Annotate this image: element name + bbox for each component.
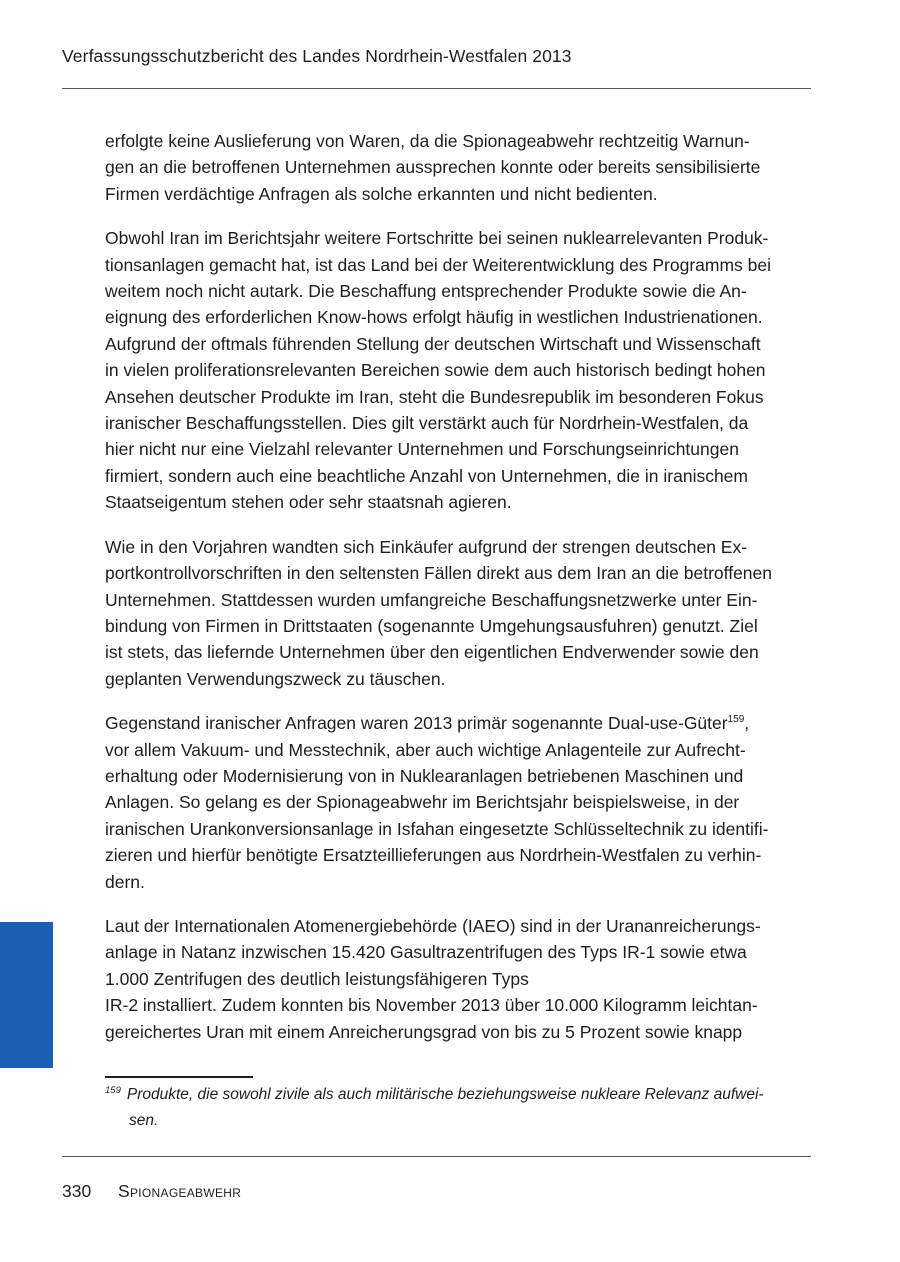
text-line: Staatseigentum stehen oder sehr staatsnah agieren. <box>105 492 512 513</box>
text-line: erfolgte keine Auslieferung von Waren, da die Spionageabwehr rechtzeitig Warnun- <box>105 131 750 151</box>
text-line: hier nicht nur eine Vielzahl relevanter Unternehmen und Forschungseinrichtungen <box>105 439 739 460</box>
paragraph-1 <box>105 128 811 207</box>
text-fragment: Gegenstand iranischer Anfragen waren 2013 primär sogenannte Dual-use-Güter <box>105 713 728 734</box>
paragraph-3 <box>105 534 811 692</box>
paragraph-5 <box>105 913 811 1045</box>
text-line: Ansehen deutscher Produkte im Iran, steht die Bundesrepublik im besonderen Fokus <box>105 386 764 407</box>
text-line: geplanten Verwendungszweck zu täuschen. <box>105 668 446 689</box>
footnote <box>105 1082 811 1134</box>
footer-divider <box>62 1156 811 1157</box>
page-number: 330 <box>62 1181 92 1201</box>
text-line: Firmen verdächtige Anfragen als solche erkannten und nicht bedienten. <box>105 183 658 204</box>
body-text <box>105 128 811 1063</box>
text-line: ist stets, das liefernde Unternehmen über den eigentlichen Endverwender sowie den <box>105 642 759 663</box>
text-line: Aufgrund der oftmals führenden Stellung der deutschen Wirtschaft und Wissenschaft <box>105 333 761 354</box>
text-line: bindung von Firmen in Drittstaaten (sogenannte Umgehungsausfuhren) genutzt. Ziel <box>105 615 758 636</box>
text-fragment: , <box>744 713 750 734</box>
footnote-line <box>105 1082 811 1108</box>
paragraph-2 <box>105 225 811 515</box>
text-line: iranischen Urankonversionsanlage in Isfahan eingesetzte Schlüsseltechnik zu identifi- <box>105 818 769 839</box>
text-line <box>105 710 811 736</box>
text-line: gen an die betroffenen Unternehmen aussprechen konnte oder bereits sensibilisierte <box>105 157 761 178</box>
footnote-mark: 159 <box>105 1084 121 1096</box>
text-line: zieren und hierfür benötigte Ersatzteillieferungen aus Nordrhein-Westfalen zu verhin- <box>105 845 762 866</box>
paragraph-4 <box>105 710 811 895</box>
text-line: portkontrollvorschriften in den seltensten Fällen direkt aus dem Iran an die betroffenen <box>105 563 773 584</box>
text-line: dern. <box>105 871 145 892</box>
text-line: eignung des erforderlichen Know-hows erfolgt häufig in westlichen Industrienationen. <box>105 307 763 328</box>
text-line: Laut der Internationalen Atomenergiebehörde (IAEO) sind in der Urananreicherungs- <box>105 915 761 936</box>
text-line: IR-2 installiert. Zudem konnten bis November 2013 über 10.000 Kilogramm leichtan- <box>105 995 758 1016</box>
text-line: erhaltung oder Modernisierung von in Nuklearanlagen betriebenen Maschinen und <box>105 765 744 786</box>
running-footer-section: Spionageabwehr <box>118 1181 242 1201</box>
text-line: 1.000 Zentrifugen des deutlich leistungsfähigeren Typs <box>105 968 529 989</box>
text-line: tionsanlagen gemacht hat, ist das Land bei der Weiterentwicklung des Programms bei <box>105 254 772 275</box>
header-divider <box>62 88 811 89</box>
text-line: Anlagen. So gelang es der Spionageabwehr im Berichtsjahr beispielsweise, in der <box>105 792 740 813</box>
text-line: Wie in den Vorjahren wandten sich Einkäufer aufgrund der strengen deutschen Ex- <box>105 536 748 557</box>
text-line: gereichertes Uran mit einem Anreicherungsgrad von bis zu 5 Prozent sowie knapp <box>105 1021 743 1042</box>
text-line: Unternehmen. Stattdessen wurden umfangreiche Beschaffungsnetzwerke unter Ein- <box>105 589 758 610</box>
text-line: in vielen proliferationsrelevanten Bereichen sowie dem auch historisch bedingt hohen <box>105 360 766 381</box>
footnote-line: sen. <box>129 1112 159 1129</box>
text-line: vor allem Vakuum- und Messtechnik, aber auch wichtige Anlagenteile zur Aufrecht- <box>105 739 746 760</box>
text-line: anlage in Natanz inzwischen 15.420 Gasultrazentrifugen des Typs IR-1 sowie etwa <box>105 942 747 963</box>
footnote-divider <box>105 1076 253 1078</box>
running-header: Verfassungsschutzbericht des Landes Nordrhein-Westfalen 2013 <box>62 46 572 66</box>
text-line: firmiert, sondern auch eine beachtliche Anzahl von Unternehmen, die in iranischem <box>105 465 748 486</box>
footnote-text: Produkte, die sowohl zivile als auch militärische beziehungsweise nukleare Relevanz aufwei- <box>126 1086 764 1103</box>
text-line: weitem noch nicht autark. Die Beschaffung entsprechender Produkte sowie die An- <box>105 281 747 302</box>
chapter-tab-marker <box>0 922 53 1068</box>
text-line: iranischer Beschaffungsstellen. Dies gilt verstärkt auch für Nordrhein-Westfalen, da <box>105 413 749 434</box>
footnote-reference[interactable]: 159 <box>727 714 745 726</box>
text-line: Obwohl Iran im Berichtsjahr weitere Fortschritte bei seinen nuklearrelevanten Produk- <box>105 228 769 249</box>
